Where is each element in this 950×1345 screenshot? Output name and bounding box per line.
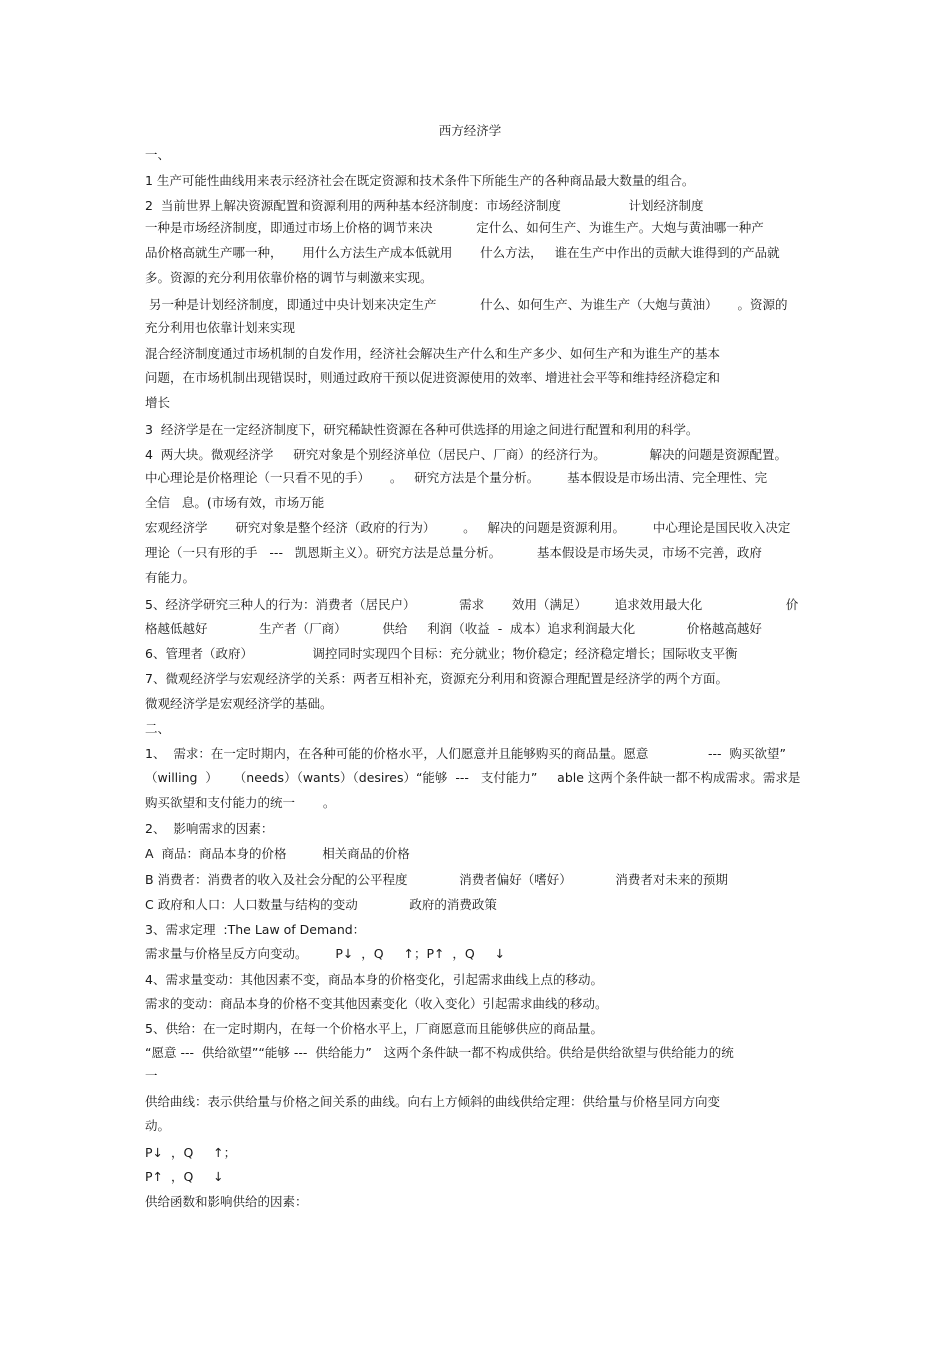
text-line: 5、供给：在一定时期内，在每一个价格水平上，厂商愿意而且能够供应的商品量。 [145,1021,603,1036]
text-line: B 消费者：消费者的收入及社会分配的公平程度 消费者偏好（嗜好） 消费者对未来的预期 [145,872,728,887]
text-line: 购买欲望和支付能力的统一 。 [145,795,336,810]
text-line: 二、 [145,721,171,736]
text-line: “愿意 --- 供给欲望”“能够 --- 供给能力” 这两个条件缺一都不构成供给。供给是供给欲望与供给能力的统 [145,1045,734,1060]
text-line: 一 [145,1068,158,1083]
text-line: 理论（一只有形的手 --- 凯恩斯主义）。研究方法是总量分析。 基本假设是市场失灵，市场不完善，政府 [145,545,762,560]
text-line: 1 生产可能性曲线用来表示经济社会在既定资源和技术条件下所能生产的各种商品最大数量的组合。 [145,173,695,188]
text-line: 充分利用也依靠计划来实现 [145,320,296,335]
text-line: 有能力。 [145,570,196,585]
text-line: 中心理论是价格理论（一只看不见的手） 。 研究方法是个量分析。 基本假设是市场出清、完全理性、完 [145,470,768,485]
text-line: 供给曲线：表示供给量与价格之间关系的曲线。向右上方倾斜的曲线供给定理：供给量与价格呈同方向变 [145,1094,721,1109]
text-line: A 商品：商品本身的价格 相关商品的价格 [145,846,410,861]
text-line: 需求的变动：商品本身的价格不变其他因素变化（收入变化）引起需求曲线的移动。 [145,996,608,1011]
text-line: 6、管理者（政府） 调控同时实现四个目标：充分就业；物价稳定；经济稳定增长；国际收支平衡 [145,646,738,661]
text-line: 一种是市场经济制度，即通过市场上价格的调节来决 定什么、如何生产、为谁生产。大炮与黄油哪一种产 [145,220,764,235]
text-line: 4、需求量变动：其他因素不变，商品本身的价格变化，引起需求曲线上点的移动。 [145,972,603,987]
page-title: 西方经济学 [438,123,502,138]
text-line: 2 当前世界上解决资源配置和资源利用的两种基本经济制度：市场经济制度 计划经济制度 [145,198,704,213]
text-line: 一、 [145,147,171,162]
text-line: 供给函数和影响供给的因素： [145,1194,308,1209]
text-line: 品价格高就生产哪一种， 用什么方法生产成本低就用 什么方法， 谁在生产中作出的贡献大谁得到的产品就 [145,245,780,260]
text-line: 格越低越好 生产者（厂商） 供给 利润（收益 - 成本）追求利润最大化 价格越高越好 [145,621,762,636]
text-line: 3、需求定理 :The Law of Demand： [145,922,366,937]
text-line: 混合经济制度通过市场机制的自发作用，经济社会解决生产什么和生产多少、如何生产和为谁生产的基本 [145,346,721,361]
text-line: 7、微观经济学与宏观经济学的关系：两者互相补充，资源充分利用和资源合理配置是经济学的两个方面。 [145,671,728,686]
text-line: P↓ ，Q ↑； [145,1145,237,1160]
text-line: 增长 [145,395,171,410]
text-line: 多。资源的充分利用依靠价格的调节与刺激来实现。 [145,270,433,285]
text-line: 宏观经济学 研究对象是整个经济（政府的行为） 。 解决的问题是资源利用。 中心理论是国民收入决定 [145,520,791,535]
text-line: 5、经济学研究三种人的行为：消费者（居民户） 需求 效用（满足） 追求效用最大化 价 [145,597,799,612]
text-line: 1、 需求：在一定时期内，在各种可能的价格水平，人们愿意并且能够购买的商品量。愿意 --- 购买欲望” [145,746,786,761]
text-line: 3 经济学是在一定经济制度下，研究稀缺性资源在各种可供选择的用途之间进行配置和利用的科学。 [145,422,699,437]
text-line: C 政府和人口：人口数量与结构的变动 政府的消费政策 [145,897,497,912]
text-line: P↑ ，Q ↓ [145,1169,224,1184]
text-line: 2、 影响需求的因素： [145,821,274,836]
text-line: （willing ） （needs）（wants）（desires）“能够 --- 支付能力” able 这两个条件缺一都不构成需求。需求是 [145,770,801,785]
text-line: 需求量与价格呈反方向变动。 P↓ ，Q ↑；P↑ ，Q ↓ [145,946,506,961]
text-line: 微观经济学是宏观经济学的基础。 [145,696,333,711]
text-line: 问题，在市场机制出现错误时，则通过政府干预以促进资源使用的效率、增进社会平等和维持经济稳定和 [145,370,721,385]
text-line: 另一种是计划经济制度，即通过中央计划来决定生产 什么、如何生产、为谁生产（大炮与黄油） 。资源的 [145,297,788,312]
text-line: 全信 息。(市场有效，市场万能 [145,495,325,510]
text-line: 动。 [145,1118,171,1133]
text-line: 4 两大块。微观经济学 研究对象是个别经济单位（居民户、厂商）的经济行为。 解决的问题是资源配置。 [145,447,787,462]
